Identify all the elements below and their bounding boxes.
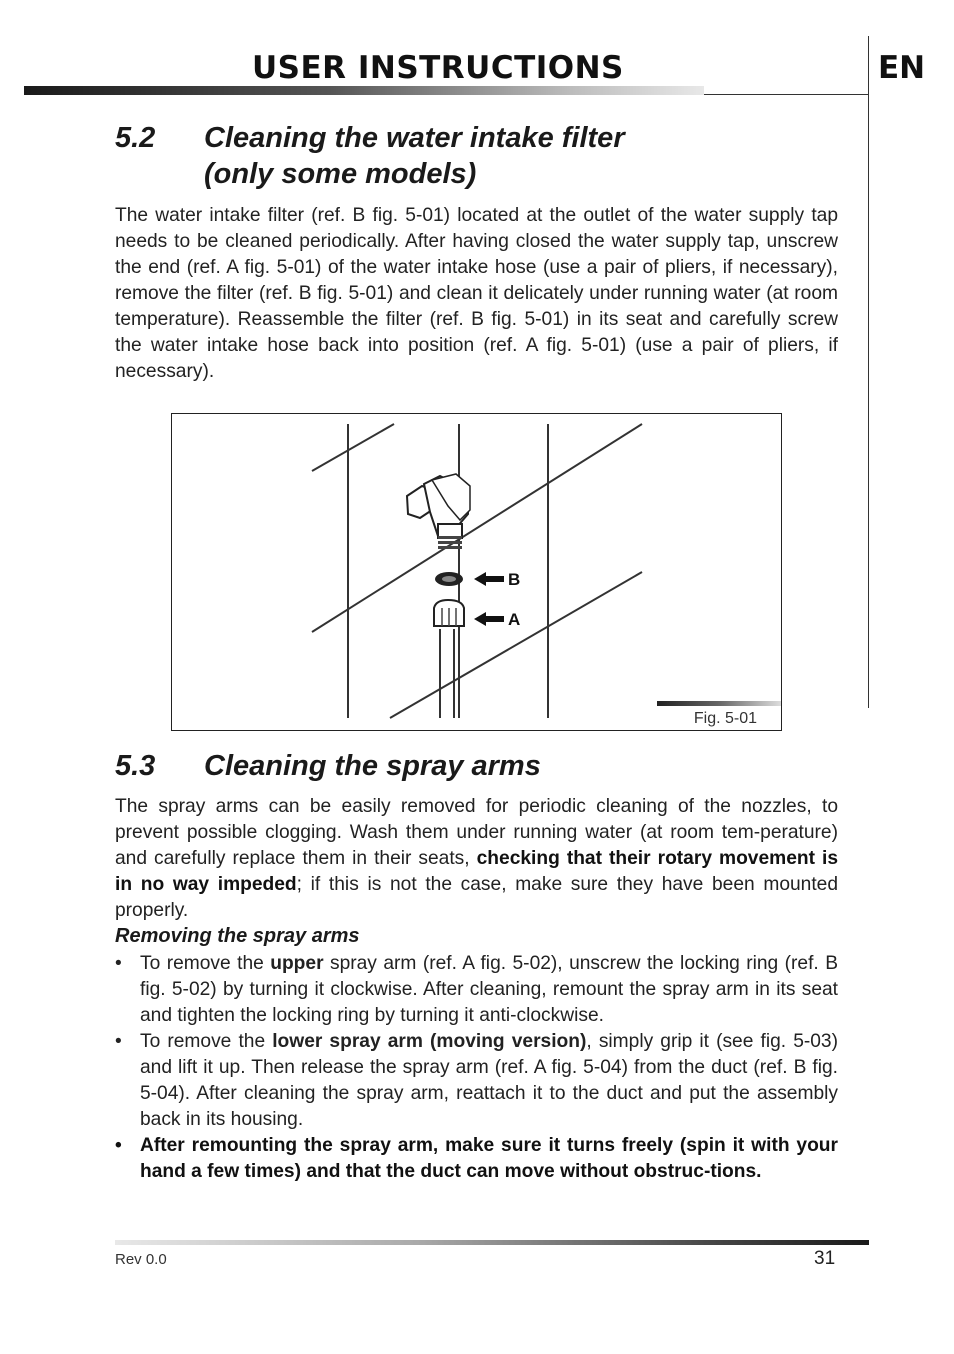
section-5-2-title-line2: (only some models): [204, 158, 477, 190]
bullet2-text-b: , simply grip it (see fig. 5-03) and lift it up. Then release the spray arm (ref. A fig. 5-04) from the duct (ref. B fig. 5-04). After cleaning the spray arm, reattach it to the duct and put the assembly back in its housing.: [140, 1031, 838, 1130]
bullet1-bold: upper: [270, 953, 324, 974]
arrow-b-icon: [474, 572, 504, 586]
section-5-3-body-part2: ; if this is not the case, make sure they have been mounted properly.: [115, 874, 839, 921]
arrow-a-icon: [474, 612, 504, 626]
figure-caption-bar: [657, 701, 781, 706]
header-vertical-rule: [868, 36, 869, 708]
language-label: EN: [878, 50, 926, 86]
removing-spray-arms-heading: Removing the spray arms: [115, 925, 360, 947]
section-5-2-number: 5.2: [115, 122, 156, 154]
list-item: [115, 951, 838, 1029]
bullet1-text-b: spray arm (ref. A fig. 5-02), unscrew the locking ring (ref. B fig. 5-02) by turning it clockwise. After cleaning, remount the spray arm in its seat and tighten the locking ring by turning it anti-clockwise.: [140, 953, 838, 1026]
section-5-2-body: The water intake filter (ref. B fig. 5-01) located at the outlet of the water supply tap needs to be cleaned periodically. After having closed the water supply tap, unscrew the end (ref. A fig. 5-01) of the water intake hose (use a pair of pliers, if necessary), remove the filter (ref. B fig. 5-01) and clean it delicately under running water (at room temperature). Reassemble the filter (ref. B fig. 5-01) in its seat and carefully screw the water intake hose back into position (ref. A fig. 5-01) (use a pair of pliers, if necessary).: [115, 205, 838, 382]
bullet1-text-a: To remove the: [140, 953, 271, 974]
section-5-2-title-line1: Cleaning the water intake filter: [204, 122, 625, 154]
label-b: B: [508, 570, 521, 589]
header-title: USER INSTRUCTIONS: [252, 50, 624, 86]
removal-steps-list: [115, 951, 838, 1185]
header-bar: [24, 86, 704, 95]
section-5-3-number: 5.3: [115, 750, 156, 782]
section-5-3-body-bold: checking that their rotary movement is in no way impeded: [115, 848, 838, 895]
figure-caption: Fig. 5-01: [693, 710, 757, 727]
section-5-3-title-text: Cleaning the spray arms: [204, 750, 541, 782]
footer-bar: [115, 1240, 869, 1245]
bullet2-text-a: To remove the: [140, 1031, 273, 1052]
header-rule: [704, 94, 868, 95]
section-5-3-body: [115, 794, 838, 924]
label-a: A: [508, 610, 521, 629]
bullet2-bold: lower spray arm (moving version): [272, 1031, 587, 1052]
revision-label: Rev 0.0: [115, 1251, 167, 1268]
section-5-3-title: [115, 748, 541, 784]
bullet-icon: •: [115, 1031, 122, 1052]
list-item: [115, 1029, 838, 1133]
bullet-icon: •: [115, 1135, 122, 1156]
page-number: 31: [814, 1248, 836, 1269]
bullet-icon: •: [115, 953, 122, 974]
bullet3-text: After remounting the spray arm, make sure it turns freely (spin it with your hand a few times) and that the duct can move without obstruc-tions.: [140, 1135, 838, 1182]
figure-5-01: [171, 413, 782, 731]
list-item: [115, 1133, 838, 1185]
section-5-3-body-part1: The spray arms can be easily removed for periodic cleaning of the nozzles, to prevent possible clogging. Wash them under running water (at room tem-perature) and carefully replace them in their seats,: [115, 796, 838, 869]
section-5-2-title: [115, 120, 625, 192]
tap-illustration: [172, 414, 782, 731]
